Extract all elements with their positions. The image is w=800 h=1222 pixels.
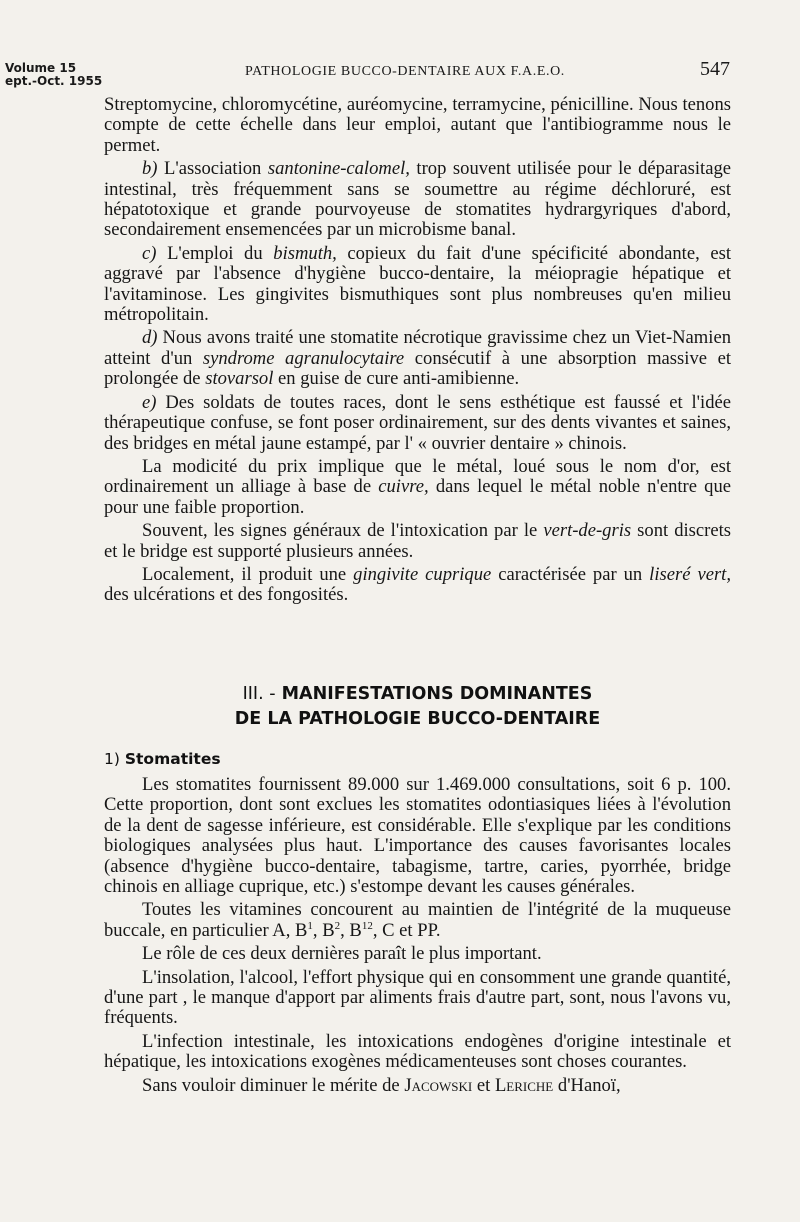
body-text-top [104,95,731,609]
paragraph-q5: Sans vouloir diminuer le mérite de Jacowski et Leriche d'Hanoï, [142,1074,621,1096]
paragraph-q3: L'insolation, l'alcool, l'effort physique qui en consomment une grande quantité, d'une part , le manque d'apport par aliments frais d'autre part, sont, nous l'avons vu, fréquents. [104,966,731,1029]
paragraph-b: b) L'association santonine-calomel, trop souvent utilisée pour le déparasitage intestinal, très fréquemment sans se soumettre au régime déchloruré, est hépatotoxique et grande pourvoyeuse de stomatites hydrargyriques d'abord, secondairement ensemencées par un microbisme banal. [104,158,731,241]
paragraph-5: La modicité du prix implique que le métal, loué sous le nom d'or, est ordinairement un alliage à base de cuivre, dans lequel le métal noble n'entre que pour une faible proportion. [104,455,731,518]
paragraph-q2: Le rôle de ces deux dernières paraît le plus important. [142,943,542,965]
volume-info [5,62,102,88]
subsection-title: Stomatites [124,750,221,768]
paragraph-e: e) Des soldats de toutes races, dont le sens esthétique est faussé et l'idée thérapeutique confuse, se font poser ordinairement, sur des dents vivantes et saines, des bridges en métal jaune estampé, par l' « ouvrier dentaire » chinois. [104,391,731,454]
page-number: 547 [700,58,730,80]
subsection-heading [104,750,221,768]
paragraph-c: c) L'emploi du bismuth, copieux du fait d'une spécificité abondante, est aggravé par l'absence d'hygiène bucco-dentaire, la méiopragie hépatique et l'avitaminose. Les gingivites bismuthiques sont plus nombreuses qu'en milieu métropolitain. [104,242,731,326]
paragraph-d: d) Nous avons traité une stomatite nécrotique gravissime chez un Viet-Namien atteint d'un syndrome agranulocytaire consécutif à une absorption massive et prolongée de stovarsol en guise de cure anti-amibienne. [104,327,731,390]
author-name-jacowski: Jacowski [404,1074,473,1096]
author-name-leriche: Leriche [494,1074,554,1096]
section-heading-line-2: DE LA PATHOLOGIE BUCCO-DENTAIRE [234,709,601,729]
paragraph-q0: Les stomatites fournissent 89.000 sur 1.469.000 consultations, soit 6 p. 100. Cette proportion, dont sont exclues les stomatites odontiasiques liées à l'évolution de la dent de sagesse inférieure, est considérable. Elle s'explique par les conditions biologiques analysées plus haut. L'importance des causes favorisantes locales (absence d'hygiène bucco-dentaire, tabagisme, tartre, caries, pyorrhée, bridge chinois en alliage cuprique, etc.) s'estompe devant les causes générales. [104,774,731,898]
subsection-number: 1) [104,750,120,768]
section-heading-line-1: III. - MANIFESTATIONS DOMINANTES [242,684,593,704]
running-title: PATHOLOGIE BUCCO-DENTAIRE AUX F.A.E.O. [245,64,565,79]
paragraph-q4: L'infection intestinale, les intoxications endogènes d'origine intestinale et hépatique, les intoxications exogènes médicamenteuses sont choses courantes. [104,1030,731,1073]
section-heading [104,682,731,732]
paragraph-7: Localement, il produit une gingivite cuprique caractérisée par un liseré vert, des ulcérations et des fongosités. [104,563,731,606]
body-text-bottom [104,775,731,1099]
paragraph-0: Streptomycine, chloromycétine, auréomycine, terramycine, pénicilline. Nous tenons compte de cette échelle dans leur emploi, autant que l'antibiogramme nous le permet. [104,94,731,156]
volume-label: Volume 15 [5,61,77,75]
paragraph-6: Souvent, les signes généraux de l'intoxication par le vert-de-gris sont discrets et le bridge est supporté plusieurs années. [104,520,732,562]
issue-date: ept.-Oct. 1955 [5,74,103,88]
paragraph-q1: Toutes les vitamines concourent au maintien de l'intégrité de la muqueuse buccale, en particulier A, $B^1$, $B^2$, $B^{12}$, C et PP. [104,899,731,941]
